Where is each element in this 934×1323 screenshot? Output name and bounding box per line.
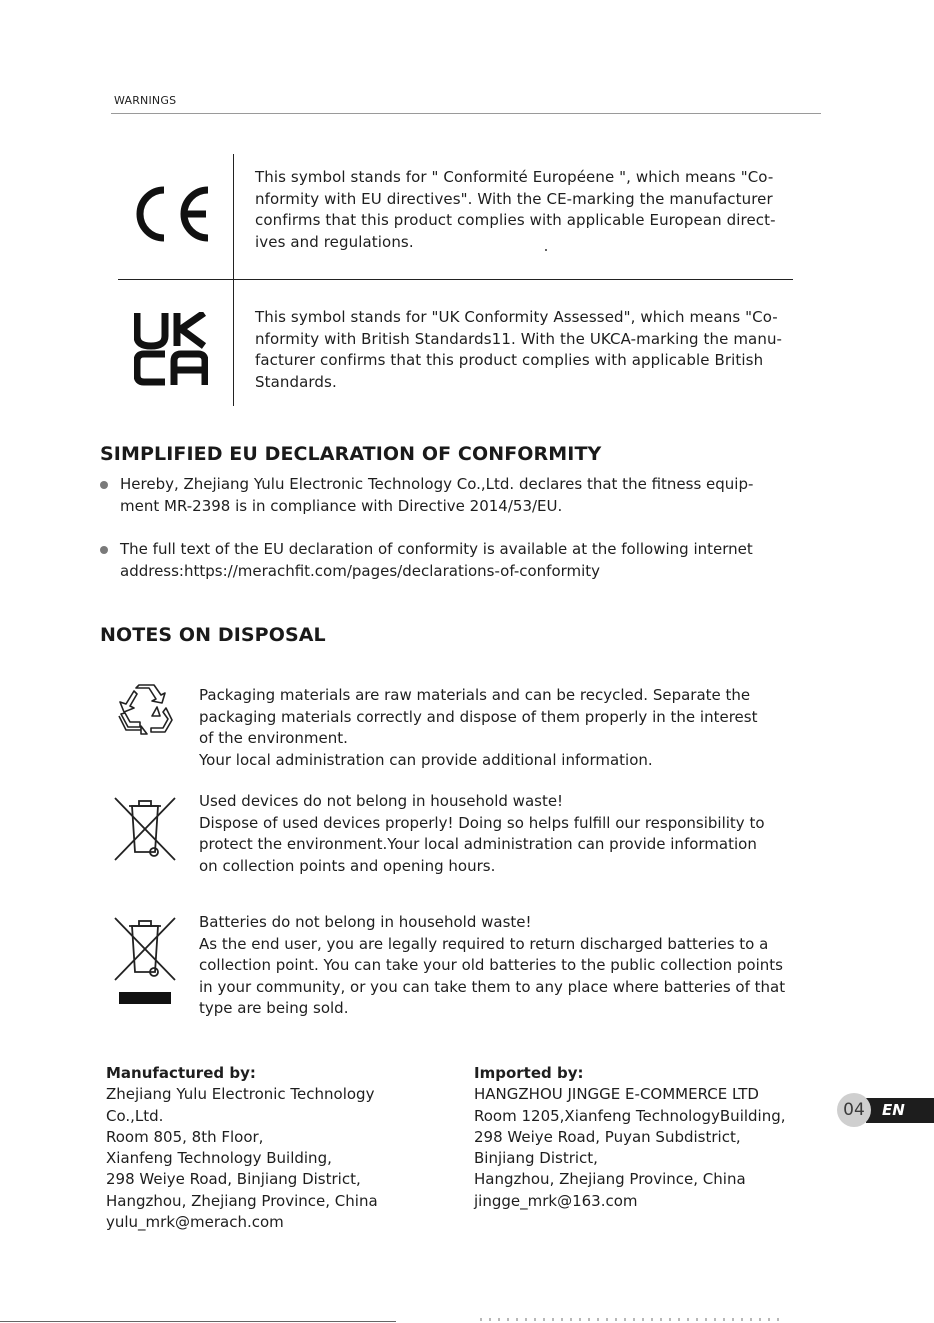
- declaration-line: Hereby, Zhejiang Yulu Electronic Technology Co.,Ltd. declares that the fitness equip-: [120, 475, 754, 493]
- disposal-line: Your local administration can provide additional information.: [199, 750, 653, 769]
- ce-description: [255, 167, 821, 253]
- bullet-icon: [100, 546, 108, 554]
- disposal-line: As the end user, you are legally required to return discharged batteries to a: [199, 934, 769, 953]
- ce-line: ives and regulations.: [255, 232, 414, 251]
- symbol-table-divider-vertical: [233, 154, 234, 406]
- disposal-title: NOTES ON DISPOSAL: [100, 624, 326, 646]
- ukca-line: Standards.: [255, 372, 337, 391]
- disposal-line: in your community, or you can take them to any place where batteries of that: [199, 977, 786, 996]
- manufacturer-line: Zhejiang Yulu Electronic Technology: [106, 1085, 375, 1104]
- manufacturer-heading: Manufactured by:: [106, 1064, 256, 1082]
- importer-block: [474, 1063, 834, 1212]
- disposal-line: Packaging materials are raw materials and can be recycled. Separate the: [199, 686, 751, 704]
- importer-line: Room 1205,Xianfeng TechnologyBuilding,: [474, 1106, 786, 1125]
- disposal-line: Dispose of used devices properly! Doing so helps fulfill our responsibility to: [199, 813, 765, 832]
- ce-line: confirms that this product complies with applicable European direct-: [255, 211, 776, 229]
- manufacturer-line: Hangzhou, Zhejiang Province, China: [106, 1191, 378, 1210]
- crossed-bin-icon: [113, 796, 177, 862]
- section-header: WARNINGS: [114, 94, 177, 107]
- symbol-table-divider-horizontal: [118, 279, 793, 280]
- importer-heading: Imported by:: [474, 1064, 584, 1082]
- manufacturer-line: 298 Weiye Road, Binjiang District,: [106, 1170, 361, 1189]
- ukca-line: facturer confirms that this product complies with applicable British: [255, 351, 764, 369]
- stray-mark: [545, 249, 547, 251]
- manufacturer-block: [106, 1063, 436, 1233]
- disposal-item-batteries: [199, 912, 839, 1020]
- disposal-line: collection point. You can take your old batteries to the public collection points: [199, 956, 783, 974]
- ukca-mark-icon: [134, 312, 208, 386]
- disposal-line: packaging materials correctly and dispose of them properly in the interest: [199, 707, 758, 726]
- disposal-line: type are being sold.: [199, 999, 349, 1017]
- bullet-icon: [100, 481, 108, 489]
- disposal-item-devices: [199, 791, 839, 877]
- manufacturer-line: Co.,Ltd.: [106, 1106, 164, 1125]
- declaration-line: ment MR-2398 is in compliance with Directive 2014/53/EU.: [120, 496, 563, 515]
- declaration-title: SIMPLIFIED EU DECLARATION OF CONFORMITY: [100, 443, 602, 465]
- ukca-line: This symbol stands for "UK Conformity Assessed", which means "Co-: [255, 308, 778, 326]
- disposal-item-packaging: [199, 685, 839, 771]
- ukca-description: [255, 307, 821, 393]
- declaration-bullet: [120, 474, 820, 517]
- importer-line: 298 Weiye Road, Puyan Subdistrict,: [474, 1127, 741, 1146]
- importer-line: Binjiang District,: [474, 1149, 598, 1168]
- ce-line: nformity with EU directives". With the CE-marking the manufacturer: [255, 189, 773, 208]
- declaration-line: The full text of the EU declaration of conformity is available at the following internet: [120, 540, 753, 558]
- manufacturer-email[interactable]: yulu_mrk@merach.com: [106, 1213, 284, 1232]
- disposal-line: protect the environment.Your local administration can provide information: [199, 835, 757, 853]
- disposal-line: Used devices do not belong in household waste!: [199, 792, 564, 810]
- disposal-line: Batteries do not belong in household waste!: [199, 913, 532, 931]
- disposal-line: on collection points and opening hours.: [199, 856, 496, 875]
- crossed-bin-battery-icon: [113, 916, 177, 1006]
- disposal-line: of the environment.: [199, 729, 348, 747]
- bottom-edge-marks: [480, 1318, 780, 1321]
- recycle-icon: [116, 684, 174, 736]
- ce-mark-icon: [128, 185, 212, 243]
- importer-line: Hangzhou, Zhejiang Province, China: [474, 1170, 746, 1189]
- ce-line: This symbol stands for " Conformité Européene ", which means "Co-: [255, 168, 774, 186]
- declaration-url[interactable]: address:https://merachfit.com/pages/declarations-of-conformity: [120, 561, 601, 580]
- declaration-bullet: [120, 539, 820, 582]
- page-number: 04: [837, 1093, 871, 1127]
- importer-email[interactable]: jingge_mrk@163.com: [474, 1191, 638, 1210]
- header-divider: [111, 113, 821, 114]
- language-tab: EN: [866, 1098, 934, 1123]
- importer-line: HANGZHOU JINGGE E-COMMERCE LTD: [474, 1085, 759, 1104]
- ukca-line: nformity with British Standards11. With the UKCA-marking the manu-: [255, 329, 783, 348]
- manufacturer-line: Xianfeng Technology Building,: [106, 1149, 332, 1168]
- manufacturer-line: Room 805, 8th Floor,: [106, 1127, 264, 1146]
- bottom-rule: [0, 1321, 396, 1322]
